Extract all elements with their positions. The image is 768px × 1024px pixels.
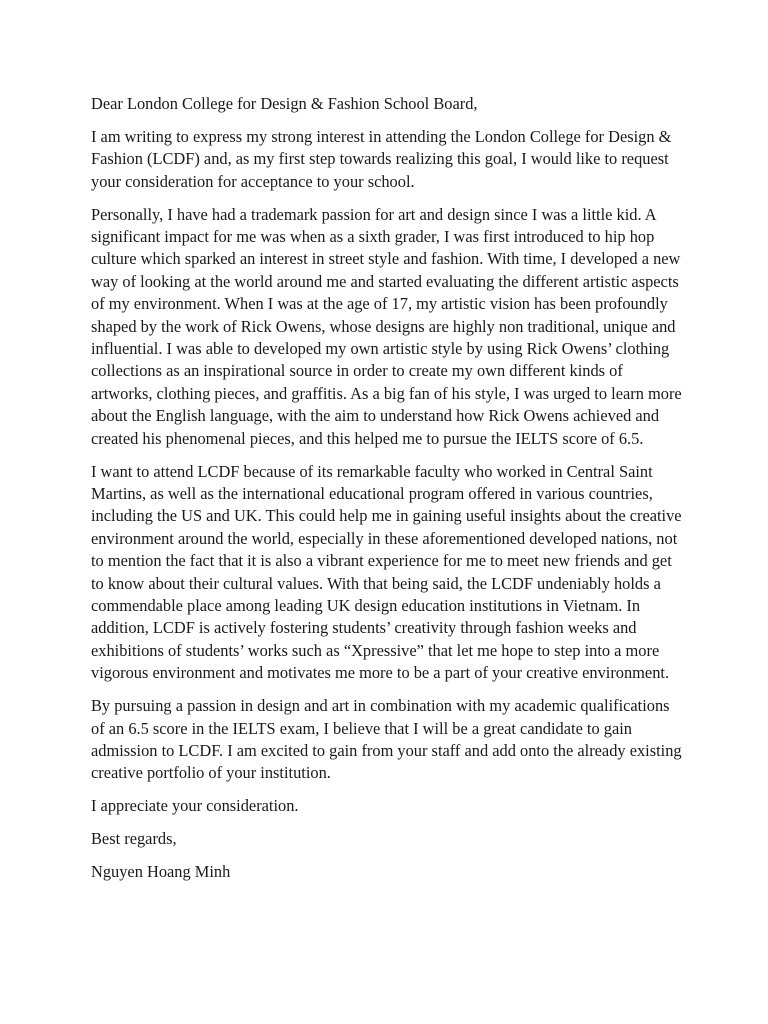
paragraph-reasons: I want to attend LCDF because of its remarkable faculty who worked in Central Saint Martins, as well as the international educational program offered in various countries, including the US and UK. This could help me in gaining useful insights about the creative environment around the world, especially in these aforementioned developed nations, not to mention the fact that it is also a vibrant experience for me to meet new friends and get to know about their cultural values. With that being said, the LCDF undeniably holds a commendable place among leading UK design education institutions in Vietnam. In addition, LCDF is actively fostering students’ creativity through fashion weeks and exhibitions of students’ works such as “Xpressive” that let me hope to step into a more vigorous environment and motivates me more to be a part of your creative environment. [91,461,682,683]
paragraph-qualifications: By pursuing a passion in design and art in combination with my academic qualifications of an 6.5 score in the IELTS exam, I believe that I will be a great candidate to gain admission to LCDF. I am excited to gain from your staff and add onto the already existing creative portfolio of your institution. [91,696,682,783]
salutation: Dear London College for Design & Fashion School Board, [91,94,478,113]
paragraph-intro: I am writing to express my strong interest in attending the London College for Design & Fashion (LCDF) and, as my first step towards realizing this goal, I would like to request your consideration for acceptance to your school. [91,126,672,191]
paragraph-passion: Personally, I have had a trademark passion for art and design since I was a little kid. A significant impact for me was when as a sixth grader, I was first introduced to hip hop culture which sparked an interest in street style and fashion. With time, I developed a new way of looking at the world around me and started evaluating the different artistic aspects of my environment. When I was at the age of 17, my artistic vision has been profoundly shaped by the work of Rick Owens, whose designs are highly non traditional, unique and influential. I was able to developed my own artistic style by using Rick Owens’ clothing collections as an inspirational source in order to create my own different kinds of artworks, clothing pieces, and graffitis. As a big fan of his style, I was urged to learn more about the English language, with the aim to understand how Rick Owens achieved and created his phenomenal pieces, and this helped me to pursue the IELTS score of 6.5. [91,204,682,448]
letter-body [91,93,686,894]
appreciation-line: I appreciate your consideration. [91,796,299,816]
signature: Nguyen Hoang Minh [91,862,231,882]
closing-line: Best regards, [91,829,177,849]
